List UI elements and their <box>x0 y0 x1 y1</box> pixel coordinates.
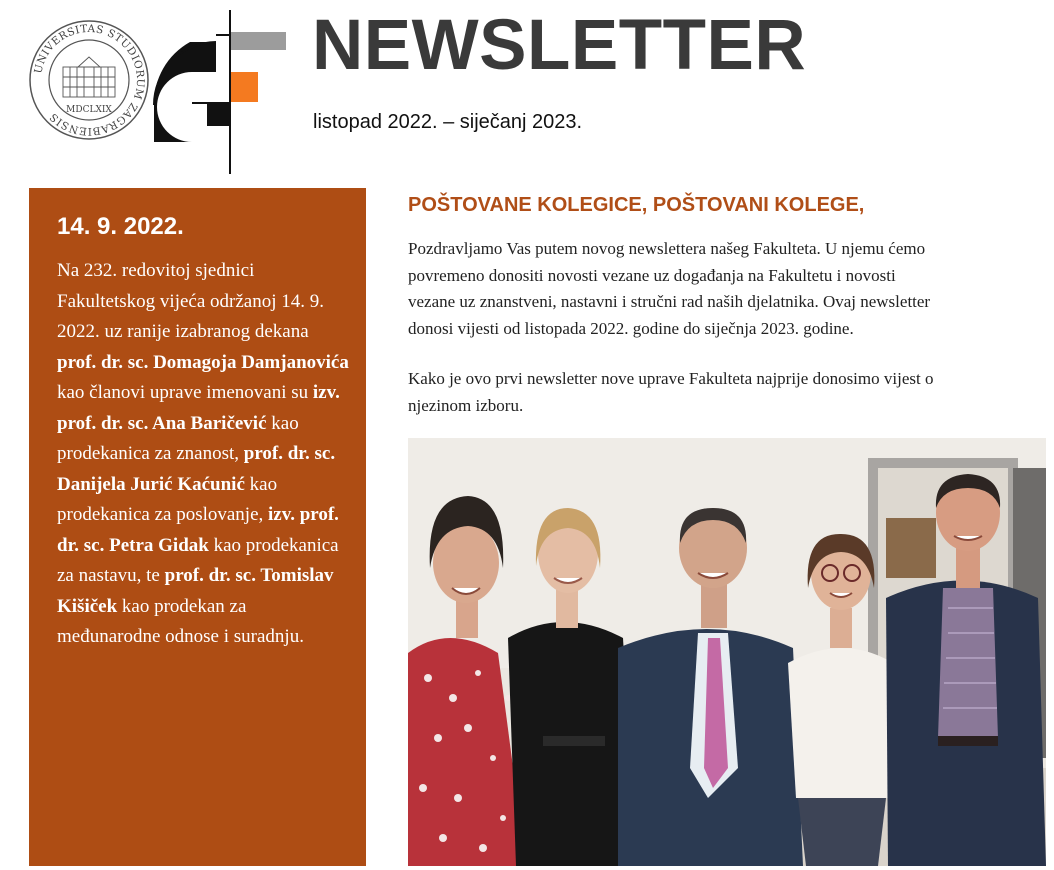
text-line: Pozdravljamo Vas putem novog newslettera našeg Fakulteta. U njemu ćemo <box>408 239 926 258</box>
sidebar-text <box>57 256 349 653</box>
seal-year: MDCLXIX <box>66 105 112 115</box>
seal-text: UNIVERSITAS STUDIORUM ZAGRABIENSIS <box>32 22 147 138</box>
sidebar-name-vice-dean-business: prof. dr. sc. Danijela Jurić Kaćunić <box>57 443 336 495</box>
intro-paragraph <box>408 236 1054 342</box>
newsletter-title: NEWSLETTER <box>312 6 807 85</box>
sidebar-name-vice-dean-science: izv. prof. dr. sc. Ana Baričević <box>57 382 340 434</box>
news-intro-paragraph <box>408 366 1054 419</box>
newsletter-period: listopad 2022. – siječanj 2023. <box>313 111 583 133</box>
sidebar-text-segment: kao prodekan za međunarodne odnose i suradnju. <box>57 595 304 647</box>
management-group-photo <box>408 438 1046 866</box>
sidebar-text-segment: kao prodekanica za poslovanje, <box>57 473 278 525</box>
sidebar-text-segment: kao članovi uprave imenovani su <box>57 382 313 403</box>
news-sidebar <box>29 188 366 866</box>
sidebar-text-segment: Na 232. redovitoj sjednici Fakultetskog vijeća održanoj 14. 9. 2022. uz ranije izabranog dekana <box>57 260 324 342</box>
sidebar-name-vice-dean-international: prof. dr. sc. Tomislav Kišiček <box>57 565 334 617</box>
text-line: vezane uz znanstveni, nastavni i stručni rad naših djelatnika. Ovaj newsletter <box>408 292 931 311</box>
text-line: povremeno donositi novosti vezane uz događanja na Fakultetu i novosti <box>408 265 896 285</box>
sidebar-date: 14. 9. 2022. <box>57 213 184 240</box>
sidebar-text-segment: kao prodekanica za nastavu, te <box>57 534 339 586</box>
text-line: Kako je ovo prvi newsletter nove uprave Fakulteta najprije donosimo vijest o <box>408 369 934 388</box>
faculty-logo-icon <box>152 10 292 180</box>
text-line: donosi vijesti od listopada 2022. godine do siječnja 2023. godine. <box>408 318 854 338</box>
university-seal-logo <box>28 19 150 141</box>
text-line: njezinom izboru. <box>408 395 524 415</box>
sidebar-text-segment: kao prodekanica za znanost, <box>57 412 299 464</box>
sidebar-name-dean: prof. dr. sc. Domagoja Damjanovića <box>57 351 349 373</box>
sidebar-name-vice-dean-teaching: izv. prof. dr. sc. Petra Gidak <box>57 504 339 556</box>
greeting-heading: POŠTOVANE KOLEGICE, POŠTOVANI KOLEGE, <box>408 194 865 216</box>
